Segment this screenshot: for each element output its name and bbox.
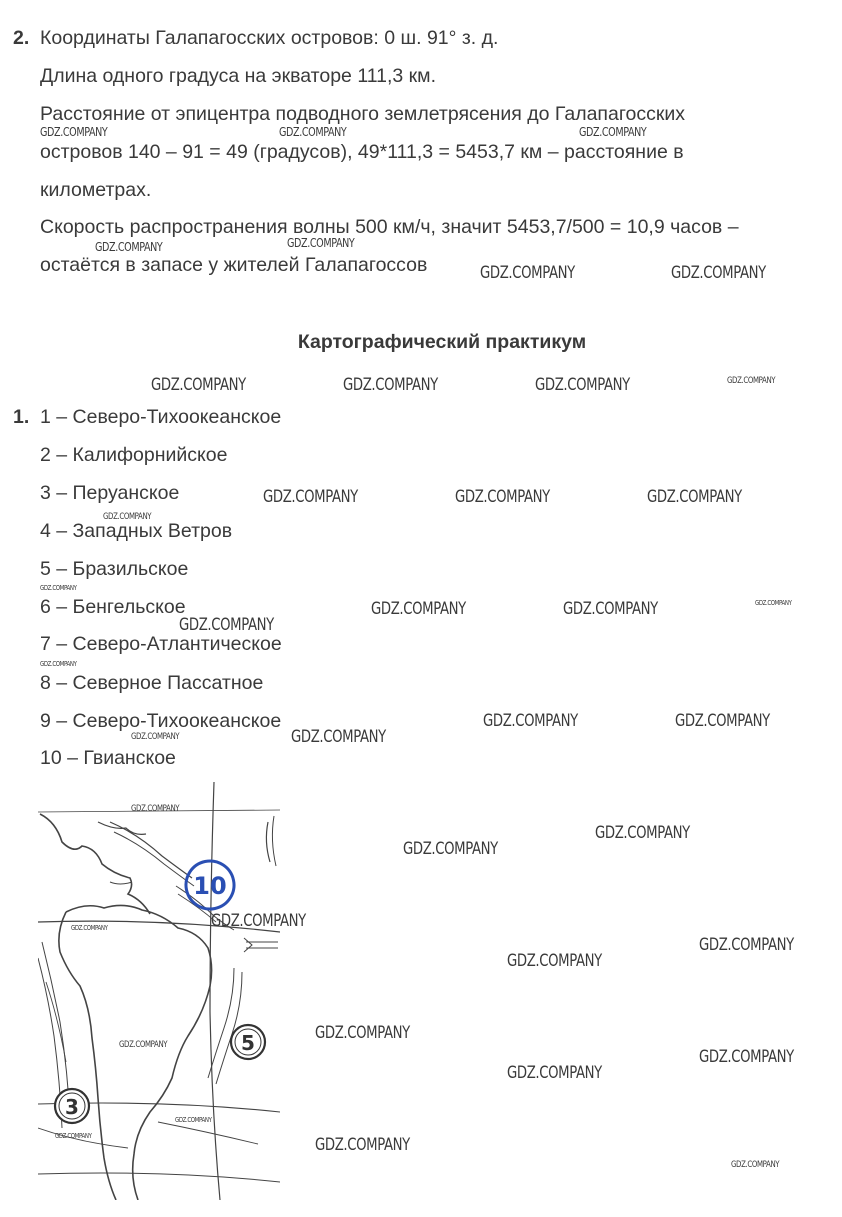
watermark: GDZ.COMPANY xyxy=(371,599,466,619)
watermark: GDZ.COMPANY xyxy=(315,1135,410,1155)
watermark: GDZ.COMPANY xyxy=(291,727,386,747)
watermark: GDZ.COMPANY xyxy=(131,732,180,742)
task-1-number: 1. xyxy=(13,406,30,428)
current-item-3: 3 – Перуанское xyxy=(40,482,180,504)
watermark: GDZ.COMPANY xyxy=(731,1160,780,1170)
watermark: GDZ.COMPANY xyxy=(315,1023,410,1043)
watermark: GDZ.COMPANY xyxy=(40,660,77,668)
watermark: GDZ.COMPANY xyxy=(179,615,274,635)
watermark: GDZ.COMPANY xyxy=(119,1040,168,1050)
current-item-1: 1 – Северо-Тихоокеанское xyxy=(40,406,282,428)
current-item-2: 2 – Калифорнийское xyxy=(40,444,228,466)
watermark: GDZ.COMPANY xyxy=(287,236,355,250)
watermark: GDZ.COMPANY xyxy=(40,125,108,139)
watermark: GDZ.COMPANY xyxy=(55,1132,92,1140)
watermark: GDZ.COMPANY xyxy=(131,804,180,814)
watermark: GDZ.COMPANY xyxy=(671,263,766,283)
watermark: GDZ.COMPANY xyxy=(263,487,358,507)
watermark: GDZ.COMPANY xyxy=(675,711,770,731)
map-label-5: 5 xyxy=(241,1031,255,1055)
map-label-10: 10 xyxy=(193,872,227,900)
task-2-line-7: остаётся в запасе у жителей Галапагоссов xyxy=(40,254,428,276)
current-item-10: 10 – Гвианское xyxy=(40,747,176,769)
watermark: GDZ.COMPANY xyxy=(755,599,792,607)
task-2-line-1: Координаты Галапагосских островов: 0 ш. 91° з. д. xyxy=(40,27,499,49)
watermark: GDZ.COMPANY xyxy=(595,823,690,843)
watermark: GDZ.COMPANY xyxy=(727,376,776,386)
task-2-line-5: километрах. xyxy=(40,179,152,201)
current-item-4: 4 – Западных Ветров xyxy=(40,520,233,542)
task-2-line-2: Длина одного градуса на экваторе 111,3 км. xyxy=(40,65,436,87)
watermark: GDZ.COMPANY xyxy=(535,375,630,395)
watermark: GDZ.COMPANY xyxy=(699,935,794,955)
watermark: GDZ.COMPANY xyxy=(175,1116,212,1124)
task-2-line-3: Расстояние от эпицентра подводного землетрясения до Галапагосских xyxy=(40,103,686,125)
watermark: GDZ.COMPANY xyxy=(483,711,578,731)
section-title: Картографический практикум xyxy=(297,331,587,353)
task-2-number: 2. xyxy=(13,27,30,49)
watermark: GDZ.COMPANY xyxy=(211,911,306,931)
task-2-line-4: островов 140 – 91 = 49 (градусов), 49*111,3 = 5453,7 км – расстояние в xyxy=(40,141,684,163)
current-item-5: 5 – Бразильское xyxy=(40,558,189,580)
watermark: GDZ.COMPANY xyxy=(647,487,742,507)
watermark: GDZ.COMPANY xyxy=(563,599,658,619)
watermark: GDZ.COMPANY xyxy=(343,375,438,395)
current-item-7: 7 – Северо-Атлантическое xyxy=(40,633,282,655)
watermark: GDZ.COMPANY xyxy=(579,125,647,139)
watermark: GDZ.COMPANY xyxy=(455,487,550,507)
watermark: GDZ.COMPANY xyxy=(40,584,77,592)
current-item-8: 8 – Северное Пассатное xyxy=(40,672,264,694)
watermark: GDZ.COMPANY xyxy=(480,263,575,283)
watermark: GDZ.COMPANY xyxy=(403,839,498,859)
watermark: GDZ.COMPANY xyxy=(95,240,163,254)
watermark: GDZ.COMPANY xyxy=(507,951,602,971)
map-label-3: 3 xyxy=(65,1095,79,1119)
watermark: GDZ.COMPANY xyxy=(507,1063,602,1083)
current-item-9: 9 – Северо-Тихоокеанское xyxy=(40,710,282,732)
watermark: GDZ.COMPANY xyxy=(71,924,108,932)
watermark: GDZ.COMPANY xyxy=(699,1047,794,1067)
watermark: GDZ.COMPANY xyxy=(103,512,152,522)
current-item-6: 6 – Бенгельское xyxy=(40,596,186,618)
task-2-line-6: Скорость распространения волны 500 км/ч, значит 5453,7/500 = 10,9 часов – xyxy=(40,216,739,238)
watermark: GDZ.COMPANY xyxy=(279,125,347,139)
watermark: GDZ.COMPANY xyxy=(151,375,246,395)
